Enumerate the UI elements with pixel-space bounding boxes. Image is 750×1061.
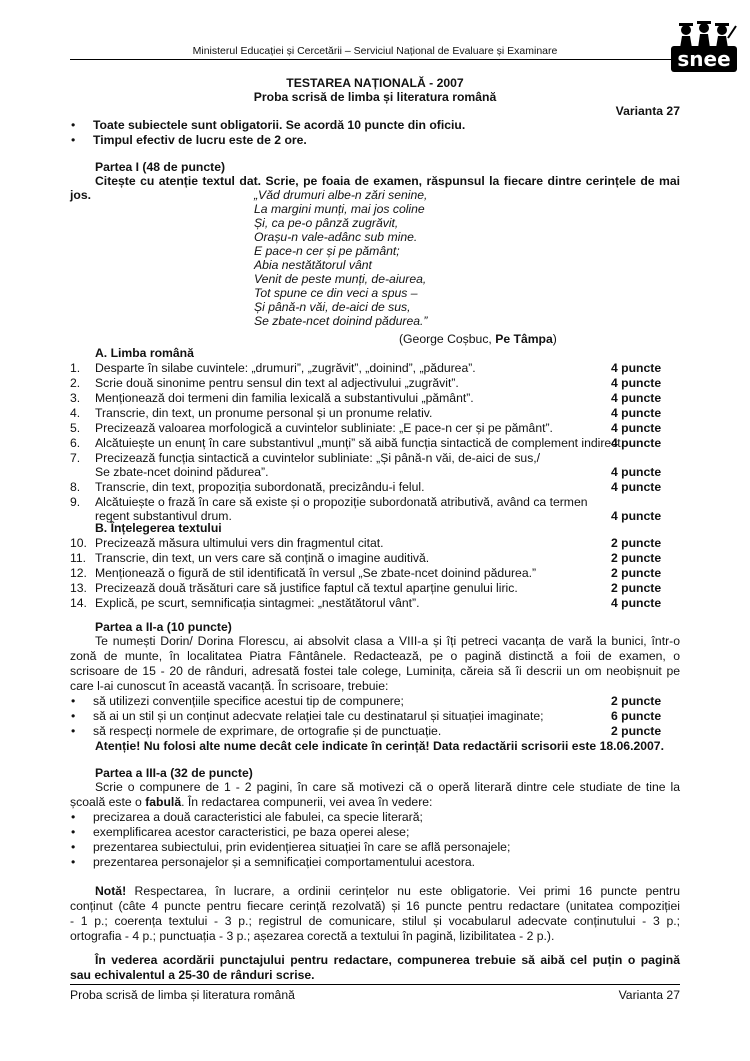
poem-line: Venit de peste munți, de-aiurea, xyxy=(254,272,427,286)
points: 4 puncte xyxy=(611,436,662,450)
section-b-heading: B. Înțelegerea textului xyxy=(95,521,222,535)
poem-line: Orașu-n vale-adânc sub mine. xyxy=(254,230,418,244)
item-text-continued: Se zbate-ncet doinind pădurea”. xyxy=(95,465,269,479)
poem-line: Tot spune ce din veci a spus – xyxy=(254,286,418,300)
points: 2 puncte xyxy=(611,566,662,580)
part2-para-line: scrisoare de 15 - 20 de rânduri, adresată fostei tale colege, Luminița, căreia să îi descrii un om neobișnuit pe xyxy=(70,664,680,678)
logo-text: snee xyxy=(671,46,737,72)
item-number: 14. xyxy=(70,596,87,610)
item-number: 13. xyxy=(70,581,87,595)
item-number: 6. xyxy=(70,436,81,450)
item-text: Transcrie, din text, un pronume personal și un pronume relativ. xyxy=(95,406,433,420)
item-number: 8. xyxy=(70,480,81,494)
part2-warning: Atenție! Nu folosi alte nume decât cele indicate în cerință! Data redactării scrisorii este 18.06.2007. xyxy=(95,739,664,753)
final-note-line: sau echivalentul a 25-30 de rânduri scrise. xyxy=(70,968,315,982)
item-text: Alcătuiește o frază în care să existe și o propoziție subordonată atributivă, având ca termen xyxy=(95,495,588,509)
ministry-header: Ministerul Educației și Cercetării – Serviciul Național de Evaluare și Examinare xyxy=(192,45,558,57)
section-a-heading: A. Limba română xyxy=(95,346,194,360)
points: 4 puncte xyxy=(611,596,662,610)
exam-title: TESTAREA NAȚIONALĂ - 2007 xyxy=(286,76,464,90)
poem-line: E pace-n cer și pe pământ; xyxy=(254,244,400,258)
note-line: Notă! Respectarea, în lucrare, a ordinii cerințelor nu este obligatorie. Vei primi 16 puncte pentru xyxy=(95,884,681,898)
part2-heading: Partea a II-a (10 puncte) xyxy=(95,620,232,634)
footer-variant: Varianta 27 xyxy=(618,988,680,1002)
points: 2 puncte xyxy=(611,581,662,595)
variant-label: Varianta 27 xyxy=(615,104,680,118)
poem-line: Se zbate-ncet doinind pădurea.” xyxy=(254,314,428,328)
points: 4 puncte xyxy=(611,480,662,494)
item-number: 11. xyxy=(70,551,87,565)
item-number: 1. xyxy=(70,361,81,375)
part2-para-line: zonă de munte, în localitatea Piatra Fântânele. Redactează, pe o pagină distinctă a foii de examen, o xyxy=(70,649,680,663)
part3-para-line: Scrie o compunere de 1 - 2 pagini, în care să motivezi că o operă literară dintre cele studiate de tine la xyxy=(95,780,680,794)
item-text: Precizează funcția sintactică a cuvintelor subliniate: „Și până-n văi, de-aici de sus,/ xyxy=(95,451,541,465)
item-number: 2. xyxy=(70,376,81,390)
poem-line: Și, ca pe-o pânză zugrăvit, xyxy=(254,216,399,230)
points: 4 puncte xyxy=(611,361,662,375)
item-text: Menționează o figură de stil identificată în versul „Se zbate-ncet doinind pădurea.” xyxy=(95,566,537,580)
points: 4 puncte xyxy=(611,376,662,390)
item-text: Precizează valoarea morfologică a cuvintelor subliniate: „E pace-n cer și pe pământ”. xyxy=(95,421,553,435)
points: 4 puncte xyxy=(611,391,662,405)
item-number: 10. xyxy=(70,536,87,550)
footer-rule xyxy=(70,984,680,985)
exam-subtitle: Proba scrisă de limba și literatura română xyxy=(253,90,497,104)
note-line: - 1 p.; coerența textului - 3 p.; registrul de comunicare, stilul și vocabularul adecvate conținutului - 3 p.; xyxy=(70,914,680,928)
points: 2 puncte xyxy=(611,551,662,565)
poem-attribution: (George Coșbuc, Pe Tâmpa) xyxy=(399,332,557,346)
points: 2 puncte xyxy=(611,694,662,708)
note-line: ortografia - 4 p.; punctuația - 3 p.; așezarea corectă a textului în pagină, lizibilitatea - 2 p.). xyxy=(70,929,555,943)
item-number: 5. xyxy=(70,421,81,435)
note-line: conținut (câte 4 puncte pentru fiecare cerință rezolvată) și 16 puncte pentru redactare (unitatea compoziției xyxy=(70,899,680,913)
poem-line: „Văd drumuri albe-n zări senine, xyxy=(254,188,428,202)
footer-subject: Proba scrisă de limba și literatura română xyxy=(70,988,295,1002)
poem-line: La margini munți, mai jos coline xyxy=(254,202,425,216)
item-text-continued: regent substantivul drum. xyxy=(95,509,232,523)
part1-heading: Partea I (48 de puncte) xyxy=(95,160,226,174)
points: 4 puncte xyxy=(611,509,662,523)
snee-logo xyxy=(668,18,740,74)
poem-line: Și până-n văi, de-aici de sus, xyxy=(254,300,411,314)
poem-line: Abia nestătătorul vânt xyxy=(254,258,372,272)
part3-heading: Partea a III-a (32 de puncte) xyxy=(95,766,253,780)
part2-para-line: Te numești Dorin/ Dorina Florescu, ai absolvit clasa a VIII-a și îți petreci vacanța de vară la bunici, într-o xyxy=(95,634,680,648)
item-text: Transcrie, din text, propoziția subordonată, precizându-i felul. xyxy=(95,480,425,494)
item-text: Alcătuiește un enunț în care substantivul „munți” să aibă funcția sintactică de complement indirect. xyxy=(95,436,625,450)
points: 4 puncte xyxy=(611,421,662,435)
item-text: Desparte în silabe cuvintele: „drumuri”, „zugrăvit”, „doinind”, „pădurea”. xyxy=(95,361,476,375)
item-number: 12. xyxy=(70,566,87,580)
points: 2 puncte xyxy=(611,536,662,550)
item-number: 7. xyxy=(70,451,81,465)
final-note-line: În vederea acordării punctajului pentru redactare, compunerea trebuie să aibă cel puțin o pagină xyxy=(95,953,680,967)
header-rule xyxy=(70,59,678,60)
item-number: 4. xyxy=(70,406,81,420)
item-text: Precizează măsura ultimului vers din fragmentul citat. xyxy=(95,536,384,550)
part1-instruction-end: jos. xyxy=(70,188,91,202)
part2-para-line: care l-ai cunoscut în această vacanță. În scrisoare, trebuie: xyxy=(70,679,389,693)
item-text: Precizează două trăsături care să justifice faptul că textul aparține genului liric. xyxy=(95,581,518,595)
item-text: Scrie două sinonime pentru sensul din text al adjectivului „zugrăvit”. xyxy=(95,376,459,390)
points: 4 puncte xyxy=(611,465,662,479)
exam-page: Ministerul Educației și Cercetării – Serviciul Național de Evaluare și Examinare snee TESTAREA NAȚIONALĂ - 2007 Proba scrisă de limba și literatura română Varianta 27 Toate subiectele sunt obligatorii. Se acordă 10 puncte din oficiu. Timpul efectiv de lucru este de 2 ore. Partea I (48 de puncte) Citește cu atenție textul dat. Scrie, pe foaia de examen, răspunsul la fiecare dintre cerințele de mai jos. „Văd drumuri albe-n zări senine, La margini munți, mai jos coline Și, ca pe-o pânză zugrăvit, Orașu-n vale-adânc sub mine. E pace-n cer și pe pământ; Abia nestătătorul vânt Venit de peste munți, de-aiurea, Tot spune ce din veci a spus – Și până-n văi, de-aici de sus, Se zbate-ncet doinind pădurea.” (George Coșbuc, Pe Tâmpa) A. Limba română 1. Desparte în silabe cuvintele: „drumuri”, „zugrăvit”, „doinind”, „pădurea”. 4 puncte 2. Scrie două sinonime pentru sensul din text al adjectivului „zugrăvit”. 4 puncte 3. Menționează doi termeni din familia lexicală a substantivului „pământ”. 4 puncte 4. Transcrie, din text, un pronume personal și un pronume relativ. 4 puncte 5. Precizează valoarea morfologică a cuvintelor subliniate: „E pace-n cer și pe pământ”. 4 puncte 6. Alcătuiește un enunț în care substantivul „munți” să aibă funcția sintactică de complement indirect. 4 puncte 7. Precizează funcția sintactică a cuvintelor subliniate: „Și până-n văi, de-aici de sus,/ Se zbate-ncet doinind pădurea”. 4 puncte 8. Transcrie, din text, propoziția subordonată, precizându-i felul. 4 puncte 9. Alcătuiește o frază în care să existe și o propoziție subordonată atributivă, având ca termen regent substantivul drum. 4 puncte B. Înțelegerea textului 10. Precizează măsura ultimului vers din fragmentul citat. 2 puncte 11. Transcrie, din text, un vers care să conțină o imagine auditivă. 2 puncte 12. Menționează o figură de stil identificată în versul „Se zbate-ncet doinind pădurea.” 2 puncte 13. Precizează două trăsături care să justifice faptul că textul aparține genului liric. 2 puncte 14. Explică, pe scurt, semnificația sintagmei: „nestătătorul vânt”. 4 puncte Partea a II-a (10 puncte) Te numești Dorin/ Dorina Florescu, ai absolvit clasa a VIII-a și îți petreci vacanța de vară la bunici, într-o zonă de munte, în localitatea Piatra Fântânele. Redactează, pe o pagină distinctă a foii de examen, o scrisoare de 15 - 20 de rânduri, adresată fostei tale colege, Luminița, căreia să îi descrii un om neobișnuit pe care l-ai cunoscut în această vacanță. În scrisoare, trebuie: să utilizezi convențiile specifice acestui tip de compunere; 2 puncte să ai un stil și un conținut adecvate relației tale cu destinatarul și situației imaginate; 6 puncte să respecți normele de exprimare, de ortografie și de punctuație. 2 puncte Atenție! Nu folosi alte nume decât cele indicate în cerință! Data redactării scrisorii este 18.06.2007. Partea a III-a (32 de puncte) Scrie o compunere de 1 - 2 pagini, în care să motivezi că o operă literară dintre cele studiate de tine la școală este o fabulă. În redactarea compunerii, vei avea în vedere: precizarea a două caracteristici ale fabulei, ca specie literară; exemplificarea acestor caracteristici, pe baza operei alese; prezentarea subiectului, prin evidențierea situației în care se află personajele; prezentarea personajelor și a semnificației comportamentului acestora. Notă! Respectarea, în lucrare, a ordinii cerințelor nu este obligatorie. Vei primi 16 puncte pentru conținut (câte 4 puncte pentru fiecare cerință rezolvată) și 16 puncte pentru redactare (unitatea compoziției - 1 p.; coerența textului - 3 p.; registrul de comunicare, stilul și vocabularul adecvate conținutului - 3 p.; ortografia - 4 p.; punctuația - 3 p.; așezarea corectă a textului în pagină, lizibilitatea - 2 p.). În vederea acordării punctajului pentru redactare, compunerea trebuie să aibă cel puțin o pagină sau echivalentul a 25-30 de rânduri scrise. Proba scrisă de limba și literatura română Varianta 27 xyxy=(0,0,750,1061)
item-number: 3. xyxy=(70,391,81,405)
points: 6 puncte xyxy=(611,709,662,723)
points: 2 puncte xyxy=(611,724,662,738)
points: 4 puncte xyxy=(611,406,662,420)
item-text: Transcrie, din text, un vers care să conțină o imagine auditivă. xyxy=(95,551,430,565)
item-text: Menționează doi termeni din familia lexicală a substantivului „pământ”. xyxy=(95,391,474,405)
item-number: 9. xyxy=(70,495,81,509)
part3-para-line: școală este o fabulă. În redactarea compunerii, vei avea în vedere: xyxy=(70,795,433,809)
part1-instruction: Citește cu atenție textul dat. Scrie, pe foaia de examen, răspunsul la fiecare dintre cerințele de mai xyxy=(95,174,680,188)
item-text: Explică, pe scurt, semnificația sintagmei: „nestătătorul vânt”. xyxy=(95,596,420,610)
poem xyxy=(254,188,427,328)
